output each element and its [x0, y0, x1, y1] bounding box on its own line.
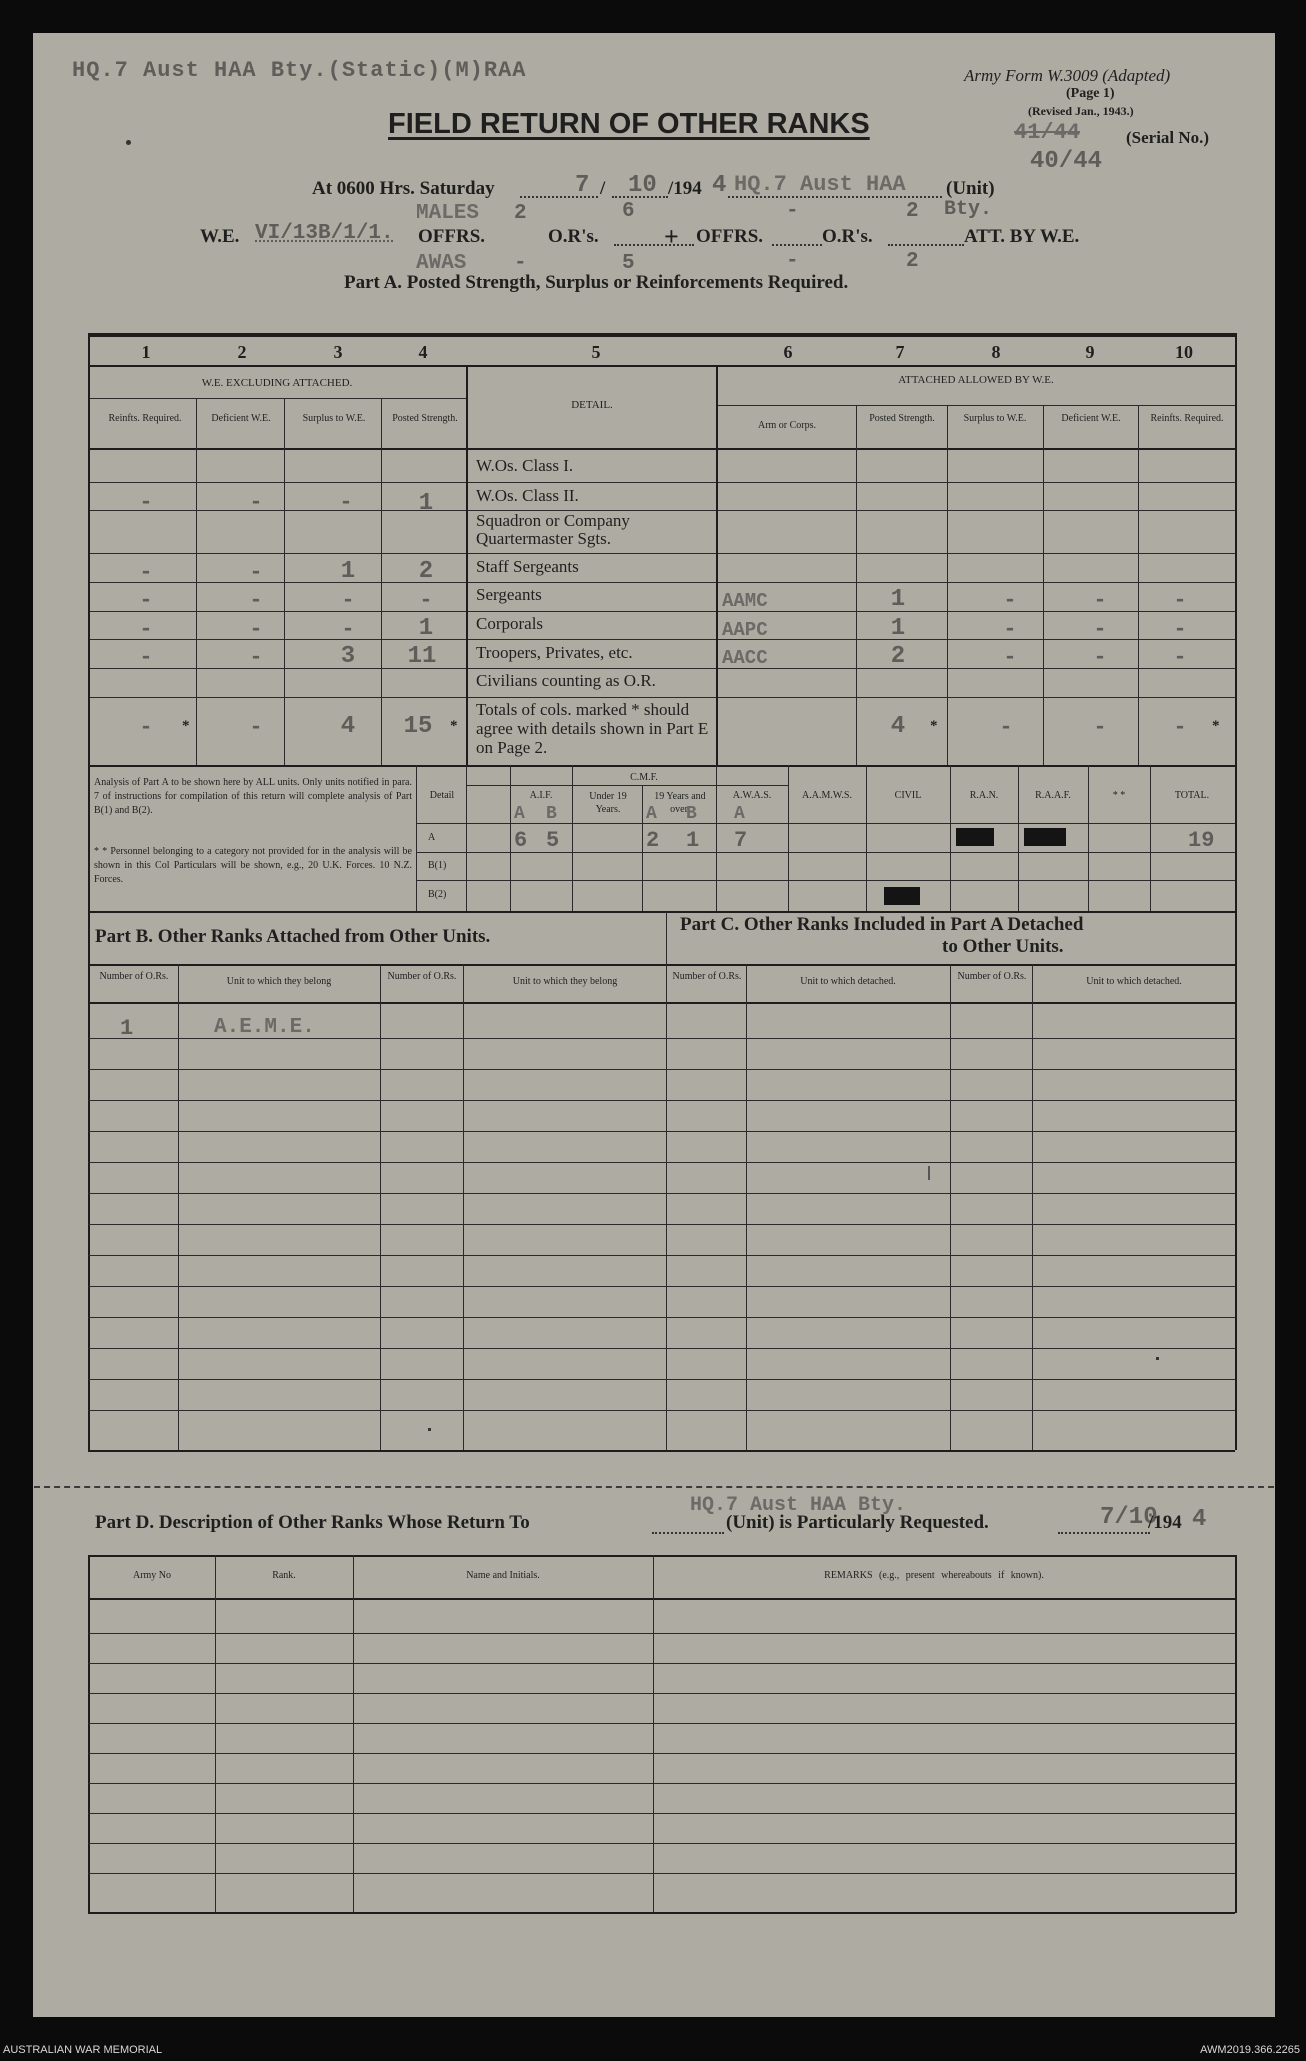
analysis-col-total: TOTAL. — [1174, 790, 1210, 801]
analysis-row-b2: B(2) — [428, 889, 447, 900]
detail-header: DETAIL. — [571, 399, 613, 411]
part-c-col-number-1: Number of O.Rs. — [672, 971, 742, 982]
cell-wo2-surplus: - — [339, 490, 353, 515]
males-ors: 6 — [622, 200, 635, 223]
cell-total-deficient-att: - — [1093, 715, 1107, 740]
cell-total-deficient: - — [249, 715, 263, 740]
cell-total-posted-att: 4 — [890, 713, 906, 740]
detail-wo-class-1: W.Os. Class I. — [476, 456, 574, 475]
awas-offrs: - — [514, 252, 527, 275]
part-b-col-number-2: Number of O.Rs. — [387, 971, 457, 982]
cell-tpr-posted: 11 — [407, 643, 437, 670]
typed-awas-value: 7 — [734, 828, 748, 853]
cell-tpr-arm: AACC — [722, 647, 768, 669]
detail-civilians: Civilians counting as O.R. — [476, 671, 656, 690]
cell-sgt-posted: - — [419, 588, 433, 613]
analysis-col-other: * * — [1112, 790, 1126, 801]
part-d-year-prefix: /194 — [1148, 1512, 1182, 1533]
analysis-col-ran: R.A.N. — [969, 790, 999, 801]
header-surplus-we-att: Surplus to W.E. — [963, 413, 1027, 424]
page-number: (Page 1) — [1066, 86, 1115, 101]
header-arm-corps: Arm or Corps. — [757, 420, 817, 431]
unit-stamp: HQ.7 Aust HAA Bty.(Static)(M)RAA — [72, 58, 527, 83]
analysis-col-civil: CIVIL — [894, 790, 922, 801]
cell-total-reinfts-att: - — [1173, 715, 1187, 740]
serial-label: (Serial No.) — [1126, 128, 1210, 147]
cell-cpl-arm: AAPC — [722, 619, 768, 641]
part-d-year-digit: 4 — [1192, 1506, 1207, 1533]
offrs-label: OFFRS. — [418, 226, 486, 247]
analysis-col-aamws: A.A.M.W.S. — [802, 790, 852, 801]
redaction-ran — [956, 828, 994, 846]
part-d-title-start: Part D. Description of Other Ranks Whose Return To — [95, 1512, 530, 1533]
date-month: 10 — [628, 172, 657, 199]
analysis-row-b1: B(1) — [428, 860, 447, 871]
cell-sgt-surplus-att: - — [1003, 588, 1017, 613]
part-c-title-1: Part C. Other Ranks Included in Part A Detached — [680, 914, 1084, 935]
part-c-title-2: to Other Units. — [942, 936, 1064, 957]
col-number-8: 8 — [991, 342, 1001, 362]
cell-sgt-surplus: - — [341, 588, 355, 613]
cell-ssgt-reinfts: - — [139, 560, 153, 585]
star-mark-10: * — [1212, 718, 1220, 734]
detail-qm-sgts: Squadron or Company Quartermaster Sgts. — [476, 511, 630, 548]
cell-cpl-reinfts: - — [139, 617, 153, 642]
part-d-unit-typed: HQ.7 Aust HAA Bty. — [690, 1494, 907, 1517]
part-c-col-unit-1: Unit to which detached. — [800, 976, 896, 987]
att-ors-label: O.R's. — [822, 226, 873, 247]
year-digit: 4 — [712, 172, 727, 199]
analysis-note-2: * * Personnel belonging to a category not provided for in the analysis will be shown in this Col Particulars will be shown, e.g., 20 U.K. Forces. 10 N.Z. Forces. — [94, 846, 412, 885]
form-name: Army Form W.3009 (Adapted) — [964, 66, 1171, 85]
typed-total: 19 — [1188, 828, 1215, 853]
col-number-3: 3 — [333, 342, 343, 362]
typed-aif-b-value: 5 — [546, 828, 560, 853]
col-number-9: 9 — [1085, 342, 1095, 362]
cell-sgt-posted-att: 1 — [890, 586, 906, 613]
footer-accession: AWM2019.366.2265 — [1200, 2044, 1300, 2056]
cell-tpr-deficient-att: - — [1093, 645, 1107, 670]
year-prefix: /194 — [668, 178, 702, 199]
header-posted-strength-att: Posted Strength. — [869, 413, 935, 424]
cell-tpr-reinfts: - — [139, 645, 153, 670]
analysis-col-under19: Under 19 Years. — [589, 791, 627, 815]
cell-total-surplus-att: - — [999, 715, 1013, 740]
star-mark-4: * — [450, 718, 458, 734]
analysis-col-raaf: R.A.A.F. — [1035, 790, 1071, 801]
part-d-col-rank: Rank. — [272, 1570, 296, 1581]
cell-wo2-deficient: - — [249, 490, 263, 515]
header-posted-strength: Posted Strength. — [392, 413, 458, 424]
part-b-entry-number: 1 — [120, 1016, 134, 1041]
males-att-offrs: - — [786, 200, 799, 223]
header-surplus-we: Surplus to W.E. — [302, 413, 366, 424]
cell-wo2-posted: 1 — [418, 490, 434, 517]
analysis-note-1: Analysis of Part A to be shown here by ALL units. Only units notified in para. 7 of instructions for compilation of this return will complete analysis of Part B(1) and B(2). — [94, 777, 412, 816]
males-att-ors: 2 — [906, 200, 919, 223]
header-reinfts-required-att: Reinfts. Required. — [1150, 413, 1224, 424]
we-value: VI/13B/1/1. — [255, 222, 394, 245]
cell-sgt-reinfts: - — [139, 588, 153, 613]
serial-corrected: 40/44 — [1030, 148, 1103, 175]
males-offrs: 2 — [514, 202, 527, 225]
col-number-10: 10 — [1175, 342, 1193, 362]
awas-att-offrs: - — [786, 250, 799, 273]
cell-cpl-surplus: - — [341, 617, 355, 642]
typed-cmf-b-value: 1 — [686, 828, 700, 853]
time-line: At 0600 Hrs. Saturday — [312, 178, 495, 199]
detail-troopers: Troopers, Privates, etc. — [476, 643, 633, 662]
part-d-col-remarks: REMARKS (e.g., present whereabouts if known). — [824, 1570, 1044, 1581]
part-c-col-number-2: Number of O.Rs. — [957, 971, 1027, 982]
part-b-col-unit-2: Unit to which they belong — [512, 976, 618, 987]
star-mark-1: * — [182, 718, 190, 734]
header-deficient-we: Deficient W.E. — [211, 413, 271, 424]
detail-corporals: Corporals — [476, 614, 544, 633]
star-mark-7: * — [930, 718, 938, 734]
detail-wo-class-2: W.Os. Class II. — [476, 486, 579, 505]
males-label: MALES — [416, 202, 480, 225]
unit-label: (Unit) — [946, 178, 995, 199]
cell-cpl-posted-att: 1 — [890, 615, 906, 642]
cell-cpl-deficient-att: - — [1093, 617, 1107, 642]
analysis-col-detail: Detail — [429, 790, 455, 801]
cell-cpl-reinfts-att: - — [1173, 617, 1187, 642]
col-number-6: 6 — [783, 342, 793, 362]
plus-sign: + — [664, 222, 679, 251]
analysis-col-aif: A.I.F. — [529, 790, 553, 801]
cell-total-reinfts: - — [139, 715, 153, 740]
col-number-1: 1 — [141, 342, 151, 362]
cell-tpr-deficient: - — [249, 645, 263, 670]
part-b-col-unit-1: Unit to which they belong — [226, 976, 332, 987]
analysis-col-awas: A.W.A.S. — [732, 790, 772, 801]
group-we-header: W.E. EXCLUDING ATTACHED. — [201, 377, 353, 389]
cell-sgt-arm: AAMC — [722, 590, 768, 612]
we-label: W.E. — [200, 226, 240, 247]
part-b-entry-unit: A.E.M.E. — [214, 1016, 315, 1039]
cell-total-posted: 15 — [403, 713, 433, 740]
unit-typed: HQ.7 Aust HAA — [734, 172, 906, 197]
part-d-title-mid: (Unit) is Particularly Requested. — [726, 1512, 989, 1533]
cell-ssgt-surplus: 1 — [340, 558, 356, 585]
part-d-date-typed: 7/10 — [1100, 1504, 1158, 1531]
awas-label: AWAS — [416, 252, 467, 275]
typed-cmf-a: A — [646, 804, 657, 824]
cell-ssgt-posted: 2 — [418, 558, 434, 585]
att-offrs-label: OFFRS. — [696, 226, 764, 247]
date-day: 7 — [575, 172, 590, 199]
part-c-col-unit-2: Unit to which detached. — [1086, 976, 1182, 987]
cell-cpl-deficient: - — [249, 617, 263, 642]
cell-tpr-surplus-att: - — [1003, 645, 1017, 670]
att-by-we-label: ATT. BY W.E. — [964, 226, 1080, 247]
header-reinfts-required: Reinfts. Required. — [108, 413, 182, 424]
part-d-col-name: Name and Initials. — [466, 1570, 540, 1581]
cell-sgt-deficient: - — [249, 588, 263, 613]
redaction-raaf — [1024, 828, 1066, 846]
cell-cpl-surplus-att: - — [1003, 617, 1017, 642]
cell-wo2-reinfts: - — [139, 490, 153, 515]
redaction-civil — [884, 887, 920, 905]
header-deficient-we-att: Deficient W.E. — [1061, 413, 1121, 424]
part-a-title: Part A. Posted Strength, Surplus or Reinforcements Required. — [344, 272, 849, 293]
col-number-5: 5 — [591, 342, 601, 362]
unit-typed-cont: Bty. — [944, 198, 993, 221]
form-title: FIELD RETURN OF OTHER RANKS — [388, 108, 870, 140]
typed-aif-a-value: 6 — [514, 828, 528, 853]
cell-tpr-posted-att: 2 — [890, 643, 906, 670]
analysis-row-a: A — [428, 832, 436, 843]
part-b-col-number-1: Number of O.Rs. — [99, 971, 169, 982]
cell-tpr-surplus: 3 — [340, 643, 356, 670]
typed-cmf-b: B — [686, 804, 697, 824]
revised-date: (Revised Jan., 1943.) — [1028, 104, 1134, 118]
detail-sergeants: Sergeants — [476, 585, 542, 604]
awas-att-ors: 2 — [906, 250, 919, 273]
cell-sgt-reinfts-att: - — [1173, 588, 1187, 613]
detail-totals: Totals of cols. marked * should agree with details shown in Part E on Page 2. — [476, 700, 709, 757]
ink-spot — [126, 140, 131, 145]
col-number-4: 4 — [418, 342, 428, 362]
footer-source: AUSTRALIAN WAR MEMORIAL — [3, 2044, 163, 2056]
serial-value: 41/44 — [1014, 120, 1081, 145]
typed-awas-a: A — [734, 804, 745, 824]
col-number-2: 2 — [237, 342, 247, 362]
cell-cpl-posted: 1 — [418, 615, 434, 642]
awas-ors: 5 — [622, 252, 635, 275]
analysis-col-19over: 19 Years and over. — [654, 791, 706, 815]
cell-total-surplus: 4 — [340, 713, 356, 740]
ors-label: O.R's. — [548, 226, 599, 247]
cell-ssgt-deficient: - — [249, 560, 263, 585]
perforation-line — [34, 1486, 1274, 1488]
typed-aif-b: B — [546, 804, 557, 824]
cell-tpr-reinfts-att: - — [1173, 645, 1187, 670]
part-b-title: Part B. Other Ranks Attached from Other Units. — [95, 926, 491, 947]
part-d-col-army-no: Army No — [132, 1570, 172, 1581]
analysis-col-cmf: C.M.F. — [630, 772, 658, 783]
cell-sgt-deficient-att: - — [1093, 588, 1107, 613]
detail-staff-sergeants: Staff Sergeants — [476, 557, 579, 576]
group-att-header: ATTACHED ALLOWED BY W.E. — [898, 374, 1054, 386]
col-number-7: 7 — [895, 342, 905, 362]
typed-cmf-a-value: 2 — [646, 828, 660, 853]
typed-aif-a: A — [514, 804, 525, 824]
